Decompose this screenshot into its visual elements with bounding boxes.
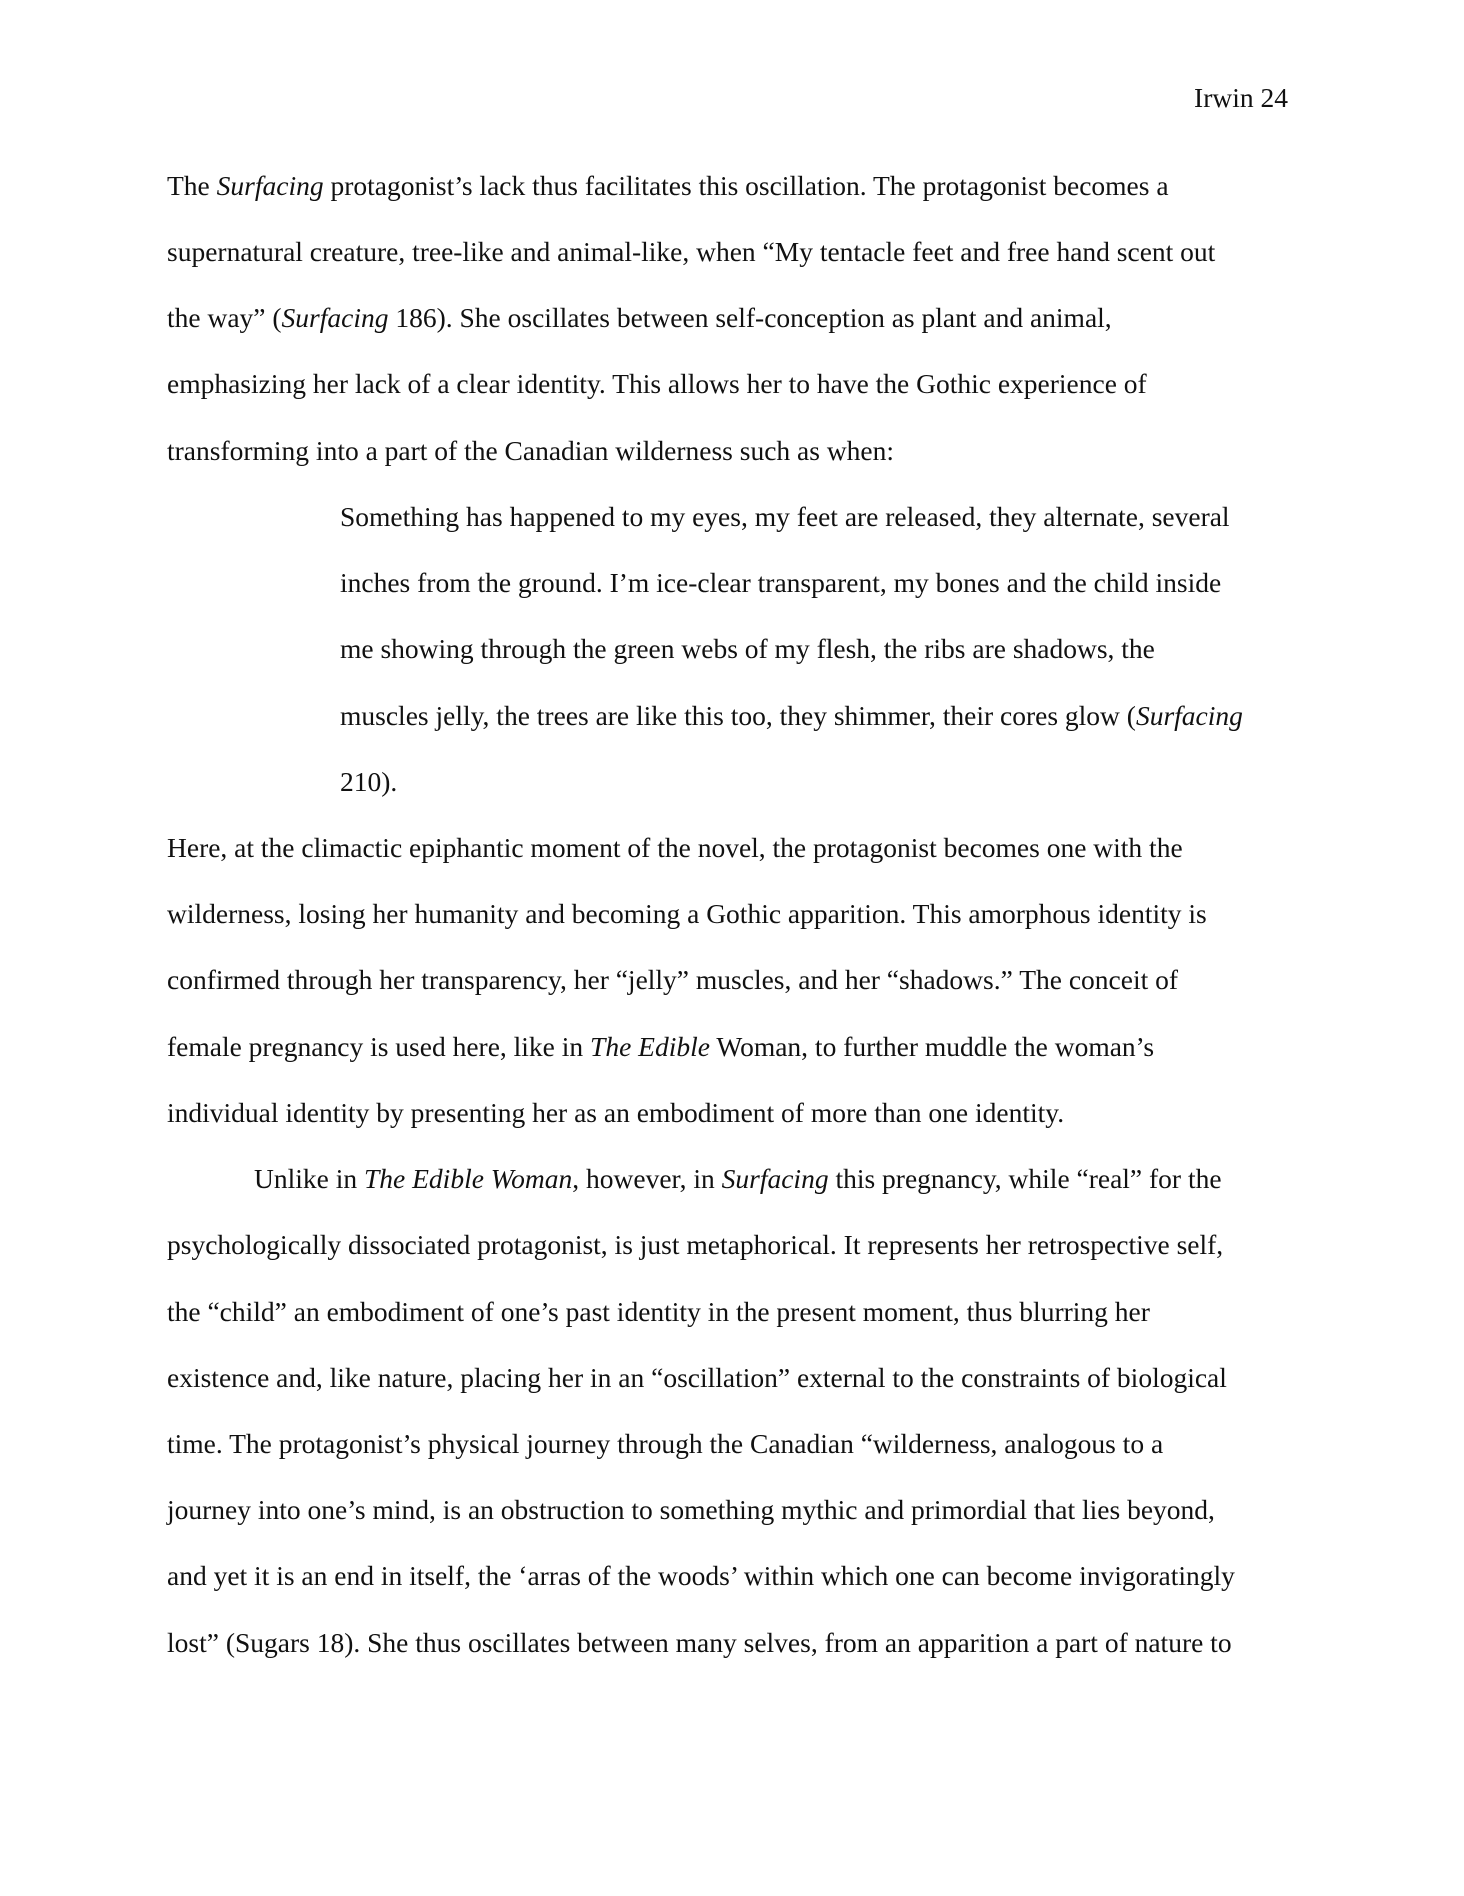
text-run: the “child” an embodiment of one’s past identity in the present moment, thus blurring her xyxy=(167,1296,1150,1327)
text-line xyxy=(167,830,1183,866)
italic-title: Surfacing xyxy=(281,302,389,333)
text-run: 210). xyxy=(340,766,398,797)
text-run: 186). She oscillates between self-conception as plant and animal, xyxy=(388,302,1112,333)
text-run: time. The protagonist’s physical journey through the Canadian “wilderness, analogous to a xyxy=(167,1428,1164,1459)
text-run: wilderness, losing her humanity and becoming a Gothic apparition. This amorphous identity is xyxy=(167,898,1207,929)
text-line xyxy=(167,1095,1064,1131)
text-line xyxy=(167,168,1169,204)
text-run: journey into one’s mind, is an obstruction to something mythic and primordial that lies beyond, xyxy=(167,1494,1215,1525)
text-run: , however, in xyxy=(572,1163,722,1194)
text-run: emphasizing her lack of a clear identity. This allows her to have the Gothic experience of xyxy=(167,368,1147,399)
text-run: this pregnancy, while “real” for the xyxy=(828,1163,1222,1194)
text-line xyxy=(167,896,1207,932)
text-line xyxy=(167,1227,1223,1263)
italic-title: Surfacing xyxy=(721,1163,829,1194)
text-run: supernatural creature, tree-like and animal-like, when “My tentacle feet and free hand scent out xyxy=(167,236,1216,267)
text-run: me showing through the green webs of my flesh, the ribs are shadows, the xyxy=(340,633,1155,664)
text-line xyxy=(167,1294,1150,1330)
running-head: Irwin 24 xyxy=(1194,82,1288,113)
text-run: existence and, like nature, placing her in an “oscillation” external to the constraints of biological xyxy=(167,1362,1227,1393)
italic-title: The Edible Woman xyxy=(364,1163,573,1194)
text-run: protagonist’s lack thus facilitates this oscillation. The protagonist becomes a xyxy=(323,170,1169,201)
text-run: Here, at the climactic epiphantic moment of the novel, the protagonist becomes one with the xyxy=(167,832,1183,863)
text-run: muscles jelly, the trees are like this too, they shimmer, their cores glow ( xyxy=(340,700,1136,731)
italic-title: Surfacing xyxy=(216,170,324,201)
text-run: confirmed through her transparency, her “jelly” muscles, and her “shadows.” The conceit of xyxy=(167,964,1179,995)
text-run: the way” ( xyxy=(167,302,282,333)
text-line xyxy=(167,234,1215,270)
text-run: transforming into a part of the Canadian wilderness such as when: xyxy=(167,435,895,466)
block-quote-line xyxy=(340,631,1155,667)
text-run: psychologically dissociated protagonist, is just metaphorical. It represents her retrospective self, xyxy=(167,1229,1224,1260)
italic-title: The Edible xyxy=(590,1031,710,1062)
text-line xyxy=(167,1360,1227,1396)
block-quote-line xyxy=(340,499,1230,535)
text-run: Unlike in xyxy=(254,1163,364,1194)
text-line xyxy=(167,1029,1154,1065)
text-run: The xyxy=(167,170,217,201)
block-quote-line xyxy=(340,764,397,800)
text-run: female pregnancy is used here, like in xyxy=(167,1031,591,1062)
text-line xyxy=(167,300,1112,336)
text-line xyxy=(167,1426,1163,1462)
text-run: Woman, to further muddle the woman’s xyxy=(709,1031,1155,1062)
italic-title: Surfacing xyxy=(1135,700,1243,731)
text-run: and yet it is an end in itself, the ‘arras of the woods’ within which one can become invigoratingly xyxy=(167,1560,1235,1591)
text-line xyxy=(167,962,1178,998)
text-run: individual identity by presenting her as an embodiment of more than one identity. xyxy=(167,1097,1065,1128)
paragraph-first-line xyxy=(254,1161,1222,1197)
text-line xyxy=(167,366,1147,402)
block-quote-line xyxy=(340,698,1243,734)
text-run: inches from the ground. I’m ice-clear transparent, my bones and the child inside xyxy=(340,567,1222,598)
text-run: Something has happened to my eyes, my feet are released, they alternate, several xyxy=(340,501,1230,532)
text-line xyxy=(167,1558,1235,1594)
text-line xyxy=(167,1625,1232,1661)
text-line xyxy=(167,1492,1215,1528)
text-run: lost” (Sugars 18). She thus oscillates between many selves, from an apparition a part of nature to xyxy=(167,1627,1232,1658)
block-quote-line xyxy=(340,565,1221,601)
text-line xyxy=(167,433,894,469)
